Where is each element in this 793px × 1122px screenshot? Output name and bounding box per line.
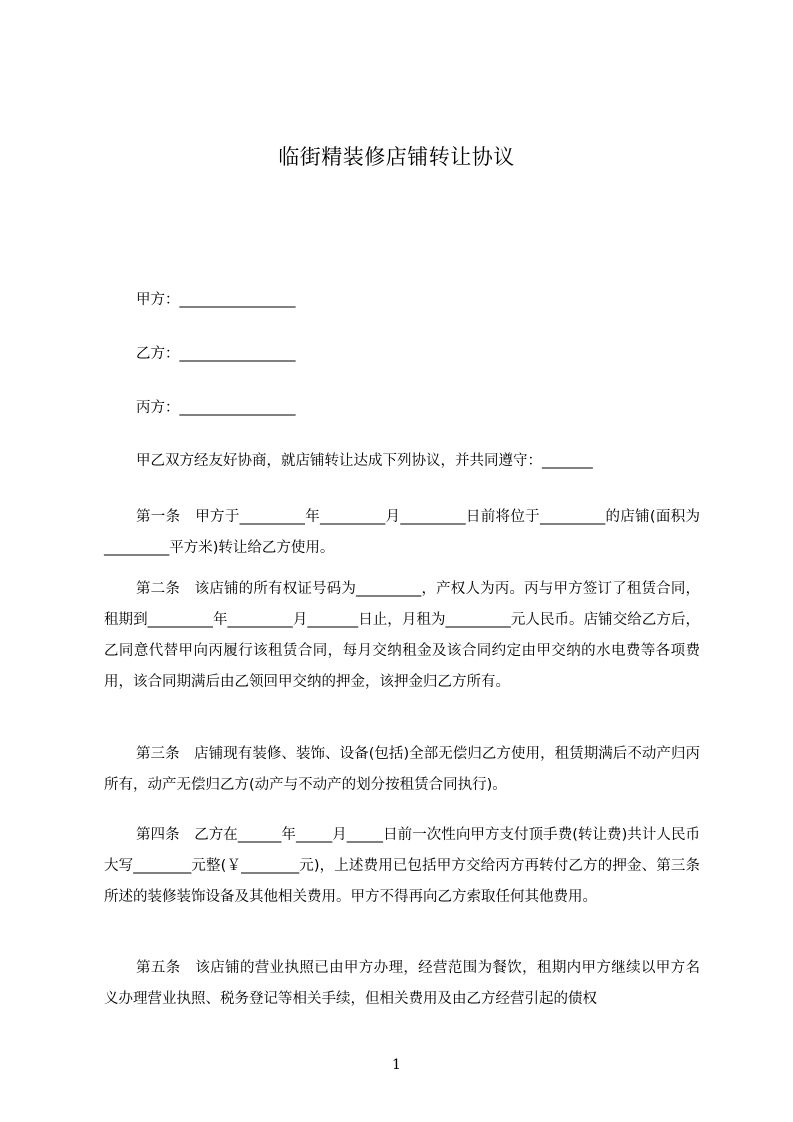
article-3: 第三条 店铺现有装修、装饰、设备(包括)全部无偿归乙方使用，租赁期满后不动产归丙所有，动产无偿归乙方(动产与不动产的划分按租赁合同执行)。: [104, 746, 700, 793]
party-b-line: 乙方：________________: [136, 346, 296, 362]
article-2: 第二条 该店铺的所有权证号码为_________，产权人为丙。丙与甲方签订了租赁合同，租期到_________年_________月_______日止，月租为_________元人民币。店铺交给乙方后，乙同意代替甲向丙履行该租赁合同，每月交纳租金及该合同约定由甲交纳的水电费等各项费用，该合同期满后由乙领回甲交纳的押金，该押金归乙方所有。: [104, 581, 700, 690]
intro-paragraph: 甲乙双方经友好协商，就店铺转让达成下列协议，并共同遵守：_______: [136, 453, 593, 469]
article-4: 第四条 乙方在______年_____月_____日前一次性向甲方支付顶手费(转让费)共计人民币大写________元整(￥________元)，上述费用已包括甲方交给丙方再转付乙方的押金、第三条所述的装修装饰设备及其他相关费用。甲方不得再向乙方索取任何其他费用。: [104, 827, 700, 905]
page-number: 1: [392, 1057, 401, 1073]
article-1: 第一条 甲方于_________年_________月_________日前将位于_________的店铺(面积为_________平方米)转让给乙方使用。: [104, 509, 700, 556]
article-5: 第五条 该店铺的营业执照已由甲方办理，经营范围为餐饮，租期内甲方继续以甲方名义办理营业执照、税务登记等相关手续，但相关费用及由乙方经营引起的债权: [104, 960, 700, 1007]
party-c-line: 丙方：________________: [136, 400, 296, 416]
party-a-line: 甲方：________________: [136, 292, 296, 308]
document-title: 临街精装修店铺转让协议: [278, 145, 515, 169]
